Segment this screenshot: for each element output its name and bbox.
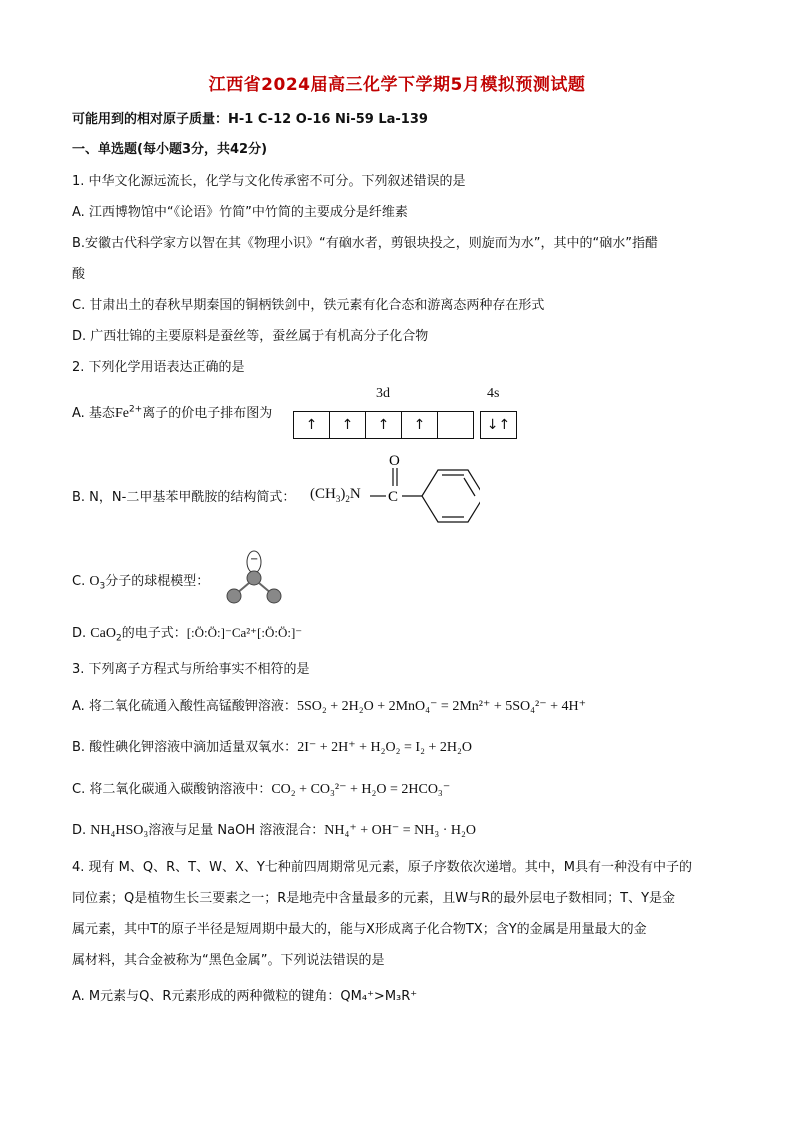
orbital-cell: ↑	[366, 412, 402, 438]
dimethylamino-group: $(CH_3)_2N$	[310, 486, 361, 504]
orbital-4s-box	[480, 411, 517, 439]
q3-option-a: A. 将二氧化硫通入酸性高锰酸钾溶液：5SO₂ + 2H₂O + 2MnO₄⁻ = 2Mn²⁺ + 5SO₄²⁻ + 4H⁺	[72, 699, 587, 714]
q1-option-c: C. 甘肃出土的春秋早期秦国的铜柄铁剑中，铁元素有化合态和游离态两种存在形式	[72, 298, 545, 313]
q2-option-a: A. 基态$Fe^{2+}$离子的价电子排布图为	[72, 404, 273, 421]
q1-stem: 1. 中华文化源远流长，化学与文化传承密不可分。下列叙述错误的是	[72, 174, 466, 189]
section-heading: 一、单选题(每小题3分，共42分)	[72, 142, 268, 157]
cao2-electron-formula: [:Ö:Ö:]⁻Ca²⁺[:Ö:Ö:]⁻	[186, 625, 303, 640]
carbonyl-oxygen: O	[389, 453, 400, 469]
q1-option-b-cont: 酸	[72, 267, 86, 282]
atomic-masses: 可能用到的相对原子质量：H-1 C-12 O-16 Ni-59 La-139	[72, 112, 428, 127]
orbital-3d-box	[293, 411, 474, 439]
benzamide-structure	[360, 450, 480, 540]
q4-stem-line2: 同位素；Q是植物生长三要素之一；R是地壳中含量最多的元素，且W与R的最外层电子数相同；T、Y是金	[72, 891, 676, 906]
ozone-ball-stick-model	[222, 548, 282, 606]
page-title: 江西省2024届高三化学下学期5月模拟预测试题	[208, 75, 586, 95]
q1-option-a: A. 江西博物馆中“《论语》竹简”中竹简的主要成分是纤维素	[72, 205, 408, 220]
lone-pair-charge: −	[250, 554, 259, 565]
orbital-3d-label: 3d	[376, 386, 390, 401]
q2-option-d: D. CaO$_2$的电子式：[:Ö:Ö:]⁻Ca²⁺[:Ö:Ö:]⁻	[72, 625, 303, 644]
q4-option-a: A. M元素与Q、R元素形成的两种微粒的键角：QM₄⁺>M₃R⁺	[72, 989, 418, 1004]
q1-option-b: B.安徽古代科学家方以智在其《物理小识》“有硇水者，剪银块投之，则旋而为水”，其中的“硇水”指醋	[72, 236, 658, 251]
orbital-cell: ↑	[294, 412, 330, 438]
q3-option-d: D. NH₄HSO₃溶液与足量 NaOH 溶液混合：NH₄⁺ + OH⁻ = NH₃ · H₂O	[72, 823, 477, 838]
q4-stem-line1: 4. 现有 M、Q、R、T、W、X、Y七种前四周期常见元素，原子序数依次递增。其中，M具有一种没有中子的	[72, 860, 693, 875]
q2-option-b: B. N，N-二甲基苯甲酰胺的结构简式：	[72, 490, 296, 505]
orbital-cell: ↑	[402, 412, 438, 438]
q2-stem: 2. 下列化学用语表达正确的是	[72, 360, 245, 375]
orbital-4s-label: 4s	[487, 386, 500, 401]
q3-option-b: B. 酸性碘化钾溶液中滴加适量双氧水：2I⁻ + 2H⁺ + H₂O₂ = I₂ + 2H₂O	[72, 740, 472, 755]
orbital-cell	[438, 412, 473, 438]
q3-option-c: C. 将二氧化碳通入碳酸钠溶液中：CO₂ + CO₃²⁻ + H₂O = 2HCO₃⁻	[72, 782, 451, 797]
q1-option-d: D. 广西壮锦的主要原料是蚕丝等，蚕丝属于有机高分子化合物	[72, 329, 429, 344]
carbonyl-carbon: C	[388, 489, 399, 505]
orbital-cell: ↑	[330, 412, 366, 438]
orbital-cell: ↓↑	[486, 417, 511, 433]
q3-stem: 3. 下列离子方程式与所给事实不相符的是	[72, 662, 310, 677]
q4-stem-line3: 属元素，其中T的原子半径是短周期中最大的，能与X形成离子化合物TX；含Y的金属是用量最大的金	[72, 922, 647, 937]
q2-option-c: C. $O_3$分子的球棍模型：	[72, 574, 210, 592]
q4-stem-line4: 属材料，其合金被称为“黑色金属”。下列说法错误的是	[72, 953, 385, 968]
